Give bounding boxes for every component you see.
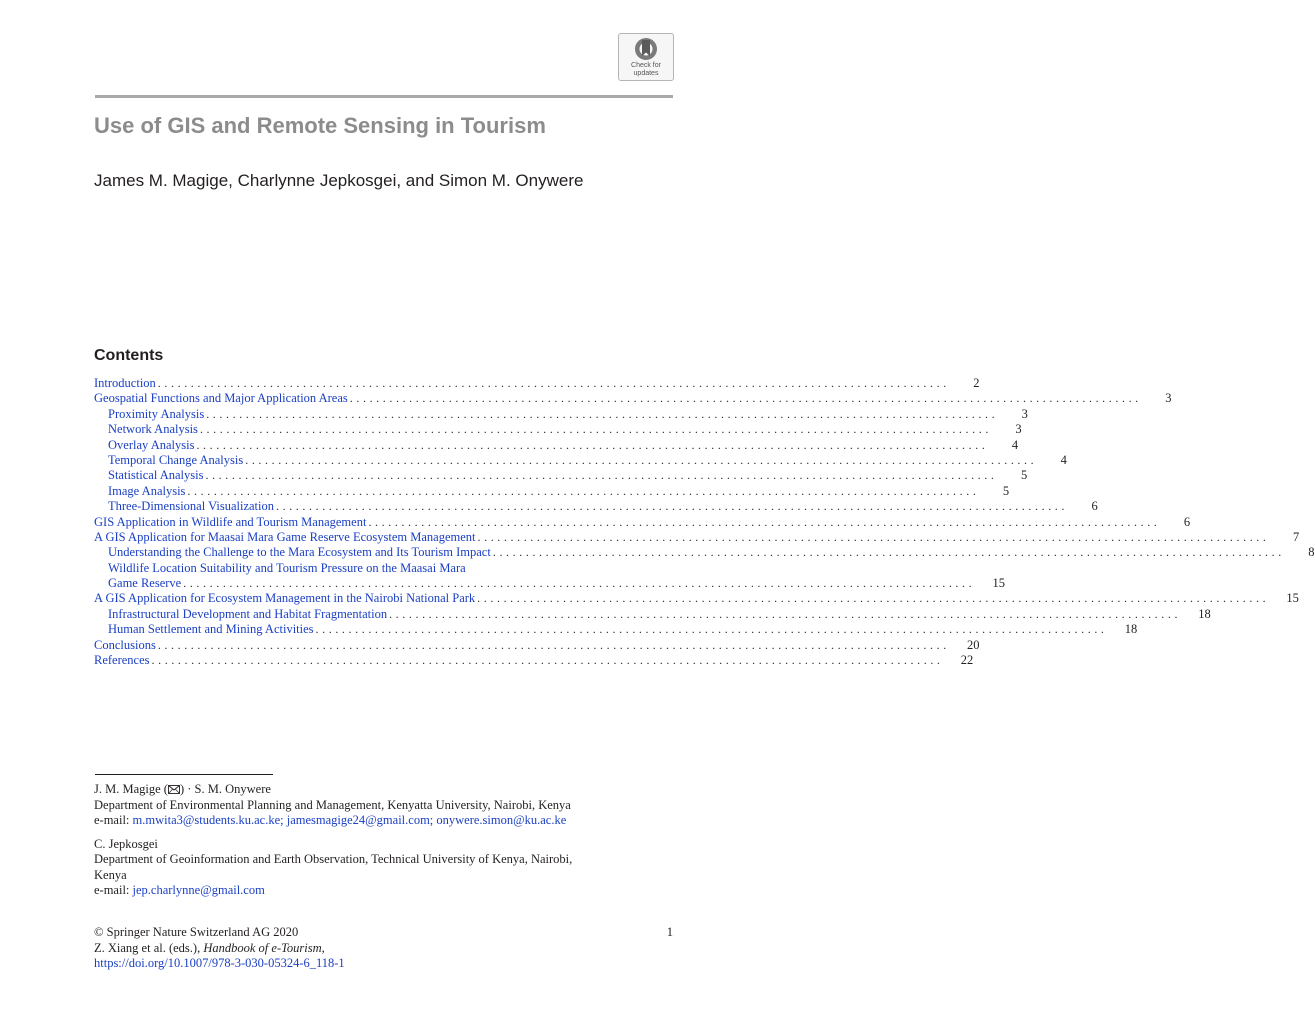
toc-entry-page: 3 (1015, 422, 1022, 437)
toc-entry[interactable] (94, 406, 1028, 422)
toc-dot-leader: . . . . . . . . . . . . . . . . . . . . . . . . . . . . . . . . . . . . . . . . . . . . . . . . . . . . . . . . . . . . . . . . . . . . . . . . . . . . . . . . . . . . . . . . . . . . . . . . . . . . . . . . . . . . . . . . . . . . . . . . (315, 622, 1105, 637)
toc-dot-leader: . . . . . . . . . . . . . . . . . . . . . . . . . . . . . . . . . . . . . . . . . . . . . . . . . . . . . . . . . . . . . . . . . . . . . . . . . . . . . . . . . . . . . . . . . . . . . . . . . . . . . . . . . . . . . . . . . . . . . . . . (245, 452, 1034, 467)
toc-entry[interactable] (94, 499, 1098, 514)
toc-entry[interactable] (94, 622, 1138, 637)
toc-dot-leader: . . . . . . . . . . . . . . . . . . . . . . . . . . . . . . . . . . . . . . . . . . . . . . . . . . . . . . . . . . . . . . . . . . . . . . . . . . . . . . . . . . . . . . . . . . . . . . . . . . . . . . . . . . . . . . . . . . . . . . . . (199, 422, 989, 437)
email-link-2[interactable]: jep.charlynne@gmail.com (132, 883, 265, 897)
toc-entry-label[interactable]: A GIS Application for Maasai Mara Game Reserve Ecosystem Management (94, 529, 476, 544)
contents-heading: Contents (94, 347, 164, 364)
toc-entry[interactable] (94, 391, 1172, 406)
toc-entry-label[interactable]: Infrastructural Development and Habitat Fragmentation (108, 606, 388, 621)
toc-entry[interactable] (94, 606, 1211, 622)
toc-entry-label[interactable]: Game Reserve (108, 576, 182, 591)
toc-entry-page: 15 (992, 576, 1005, 591)
toc-entry-label[interactable]: Statistical Analysis (108, 468, 204, 483)
doi-link[interactable]: https://doi.org/10.1007/978-3-030-05324-6_118-1 (94, 956, 345, 970)
toc-entry[interactable] (94, 576, 1005, 591)
toc-entry-page: 4 (1011, 437, 1019, 452)
affiliation-footnotes (94, 782, 694, 899)
toc-entry-label[interactable]: A GIS Application for Ecosystem Management in the Nairobi National Park (94, 591, 476, 606)
toc-dot-leader: . . . . . . . . . . . . . . . . . . . . . . . . . . . . . . . . . . . . . . . . . . . . . . . . . . . . . . . . . . . . . . . . . . . . . . . . . . . . . . . . . . . . . . . . . . . . . . . . . . . . . . . . . . . . . . . . . . . . . . . . (157, 376, 947, 390)
toc-entry-label[interactable]: Introduction (94, 376, 156, 390)
title-rule (95, 95, 673, 98)
toc-entry[interactable] (94, 561, 674, 576)
toc-dot-leader: . . . . . . . . . . . . . . . . . . . . . . . . . . . . . . . . . . . . . . . . . . . . . . . . . . . . . . . . . . . . . . . . . . . . . . . . . . . . . . . . . . . . . . . . . . . . . . . . . . . . . . . . . . . . . . . . . . . . . . . . (477, 591, 1266, 606)
toc-entry[interactable] (94, 591, 1299, 606)
toc-entry-page: 5 (1002, 483, 1010, 498)
author-line-1: J. M. Magige ( ) · S. M. Onywere (94, 782, 271, 796)
toc-entry-label[interactable]: Wildlife Location Suitability and Tourism Pressure on the Maasai Mara (108, 560, 466, 575)
footnote-rule (95, 774, 273, 775)
toc-dot-leader: . . . . . . . . . . . . . . . . . . . . . . . . . . . . . . . . . . . . . . . . . . . . . . . . . . . . . . . . . . . . . . . . . . . . . . . . . . . . . . . . . . . . . . . . . . . . . . . . . . . . . . . . . . . . . . . . . . . . . . . . (205, 468, 995, 483)
check-for-updates-badge[interactable] (618, 33, 674, 81)
envelope-icon (168, 785, 180, 794)
toc-entry-label[interactable]: Proximity Analysis (108, 406, 205, 421)
toc-entry[interactable] (94, 422, 1022, 437)
toc-entry-label[interactable]: Conclusions (94, 637, 156, 652)
page-number: 1 (666, 925, 673, 939)
toc-entry[interactable] (94, 545, 1315, 560)
toc-dot-leader: . . . . . . . . . . . . . . . . . . . . . . . . . . . . . . . . . . . . . . . . . . . . . . . . . . . . . . . . . . . . . . . . . . . . . . . . . . . . . . . . . . . . . . . . . . . . . . . . . . . . . . . . . . . . . . . . . . . . . . . . (206, 406, 995, 421)
toc-dot-leader: . . . . . . . . . . . . . . . . . . . . . . . . . . . . . . . . . . . . . . . . . . . . . . . . . . . . . . . . . . . . . . . . . . . . . . . . . . . . . . . . . . . . . . . . . . . . . . . . . . . . . . . . . . . . . . . . . . . . . . . . (492, 545, 1282, 560)
author-line-2: C. Jepkosgei (94, 836, 158, 851)
toc-entry-page: 18 (1124, 622, 1138, 637)
toc-entry[interactable] (94, 653, 974, 668)
chapter-title: Use of GIS and Remote Sensing in Tourism (94, 113, 546, 138)
citation-line: Z. Xiang et al. (eds.), Handbook of e-Tourism, (94, 940, 325, 955)
toc-entry-label[interactable]: Overlay Analysis (108, 437, 195, 452)
affiliation-1: Department of Environmental Planning and Management, Kenyatta University, Nairobi, Kenya (94, 797, 571, 812)
toc-entry[interactable] (94, 376, 980, 391)
toc-entry-page: 6 (1183, 514, 1191, 529)
toc-dot-leader: . . . . . . . . . . . . . . . . . . . . . . . . . . . . . . . . . . . . . . . . . . . . . . . . . . . . . . . . . . . . . . . . . . . . . . . . . . . . . . . . . . . . . . . . . . . . . . . . . . . . . . . . . . . . . . . . . . . . . . . . (349, 391, 1139, 406)
toc-dot-leader: . . . . . . . . . . . . . . . . . . . . . . . . . . . . . . . . . . . . . . . . . . . . . . . . . . . . . . . . . . . . . . . . . . . . . . . . . . . . . . . . . . . . . . . . . . . . . . . . . . . . . . . . . . . . . . . . . . . . . . . . (151, 653, 941, 668)
toc-entry[interactable] (94, 437, 1019, 453)
toc-entry-page: 3 (1165, 391, 1172, 406)
toc-entry-page: 5 (1020, 468, 1028, 483)
toc-entry-label[interactable]: GIS Application in Wildlife and Tourism Management (94, 514, 367, 529)
toc-entry-label[interactable]: Geospatial Functions and Major Application Areas (94, 391, 348, 406)
toc-entry-label[interactable]: Network Analysis (108, 422, 198, 437)
author-list: James M. Magige, Charlynne Jepkosgei, and Simon M. Onywere (94, 171, 584, 190)
toc-entry-page: 20 (967, 637, 980, 652)
toc-dot-leader: . . . . . . . . . . . . . . . . . . . . . . . . . . . . . . . . . . . . . . . . . . . . . . . . . . . . . . . . . . . . . . . . . . . . . . . . . . . . . . . . . . . . . . . . . . . . . . . . . . . . . . . . . . . . . . . . . . . . . . . . (389, 606, 1178, 621)
toc-entry[interactable] (94, 452, 1067, 468)
toc-entry-page: 6 (1091, 499, 1098, 514)
toc-dot-leader: . . . . . . . . . . . . . . . . . . . . . . . . . . . . . . . . . . . . . . . . . . . . . . . . . . . . . . . . . . . . . . . . . . . . . . . . . . . . . . . . . . . . . . . . . . . . . . . . . . . . . . . . . . . . . . . . . . . . . . . . (183, 576, 972, 591)
email-links-1[interactable]: m.mwita3@students.ku.ac.ke; jamesmagige24@gmail.com; onywere.simon@ku.ac.ke (132, 813, 567, 827)
copyright-line: © Springer Nature Switzerland AG 2020 (94, 925, 299, 939)
toc-entry-page: 8 (1308, 545, 1315, 560)
badge-label: Check for updates (631, 62, 661, 77)
toc-entry[interactable] (94, 468, 1028, 483)
toc-entry-label[interactable]: Understanding the Challenge to the Mara Ecosystem and Its Tourism Impact (108, 545, 491, 560)
toc-entry-page: 18 (1198, 606, 1211, 621)
toc-dot-leader: . . . . . . . . . . . . . . . . . . . . . . . . . . . . . . . . . . . . . . . . . . . . . . . . . . . . . . . . . . . . . . . . . . . . . . . . . . . . . . . . . . . . . . . . . . . . . . . . . . . . . . . . . . . . . . . . . . . . . . . . (477, 529, 1267, 544)
toc-entry[interactable] (94, 514, 1191, 530)
toc-entry-page: 3 (1021, 406, 1028, 421)
copyright-block (94, 925, 694, 972)
toc-entry-page: 15 (1286, 591, 1299, 606)
table-of-contents (94, 376, 1315, 668)
toc-dot-leader: . . . . . . . . . . . . . . . . . . . . . . . . . . . . . . . . . . . . . . . . . . . . . . . . . . . . . . . . . . . . . . . . . . . . . . . . . . . . . . . . . . . . . . . . . . . . . . . . . . . . . . . . . . . . . . . . . . . . . . . . (157, 637, 947, 652)
toc-entry[interactable] (94, 529, 1300, 545)
toc-dot-leader: . . . . . . . . . . . . . . . . . . . . . . . . . . . . . . . . . . . . . . . . . . . . . . . . . . . . . . . . . . . . . . . . . . . . . . . . . . . . . . . . . . . . . . . . . . . . . . . . . . . . . . . . . . . . . . . . . . . . . . . . (276, 499, 1065, 514)
toc-entry-page: 4 (1060, 452, 1067, 467)
toc-entry[interactable] (94, 637, 980, 653)
toc-entry-label[interactable]: Human Settlement and Mining Activities (108, 622, 314, 637)
toc-entry[interactable] (94, 483, 1010, 499)
toc-entry-label[interactable]: Image Analysis (108, 483, 186, 498)
toc-entry-page: 7 (1292, 529, 1300, 544)
toc-entry-label[interactable]: Three-Dimensional Visualization (108, 499, 274, 514)
book-title: Handbook of e-Tourism (203, 940, 322, 955)
email-line-1: e-mail: m.mwita3@students.ku.ac.ke; jamesmagige24@gmail.com; onywere.simon@ku.ac.ke (94, 813, 567, 827)
email-line-2: e-mail: jep.charlynne@gmail.com (94, 883, 265, 897)
bookmark-icon (633, 37, 659, 61)
toc-entry-page: 2 (973, 376, 980, 390)
toc-entry-label[interactable]: Temporal Change Analysis (108, 452, 244, 467)
affiliation-2-line-1: Department of Geoinformation and Earth Observation, Technical University of Kenya, Nairobi, (94, 852, 573, 866)
toc-dot-leader: . . . . . . . . . . . . . . . . . . . . . . . . . . . . . . . . . . . . . . . . . . . . . . . . . . . . . . . . . . . . . . . . . . . . . . . . . . . . . . . . . . . . . . . . . . . . . . . . . . . . . . . . . . . . . . . . . . . . . . . . (187, 483, 977, 498)
toc-entry-page: 22 (960, 653, 974, 668)
toc-dot-leader: . . . . . . . . . . . . . . . . . . . . . . . . . . . . . . . . . . . . . . . . . . . . . . . . . . . . . . . . . . . . . . . . . . . . . . . . . . . . . . . . . . . . . . . . . . . . . . . . . . . . . . . . . . . . . . . . . . . . . . . . (196, 437, 986, 452)
toc-entry-label[interactable]: References (94, 653, 150, 668)
affiliation-2-line-2: Kenya (94, 867, 127, 882)
toc-dot-leader: . . . . . . . . . . . . . . . . . . . . . . . . . . . . . . . . . . . . . . . . . . . . . . . . . . . . . . . . . . . . . . . . . . . . . . . . . . . . . . . . . . . . . . . . . . . . . . . . . . . . . . . . . . . . . . . . . . . . . . . . (368, 514, 1158, 529)
